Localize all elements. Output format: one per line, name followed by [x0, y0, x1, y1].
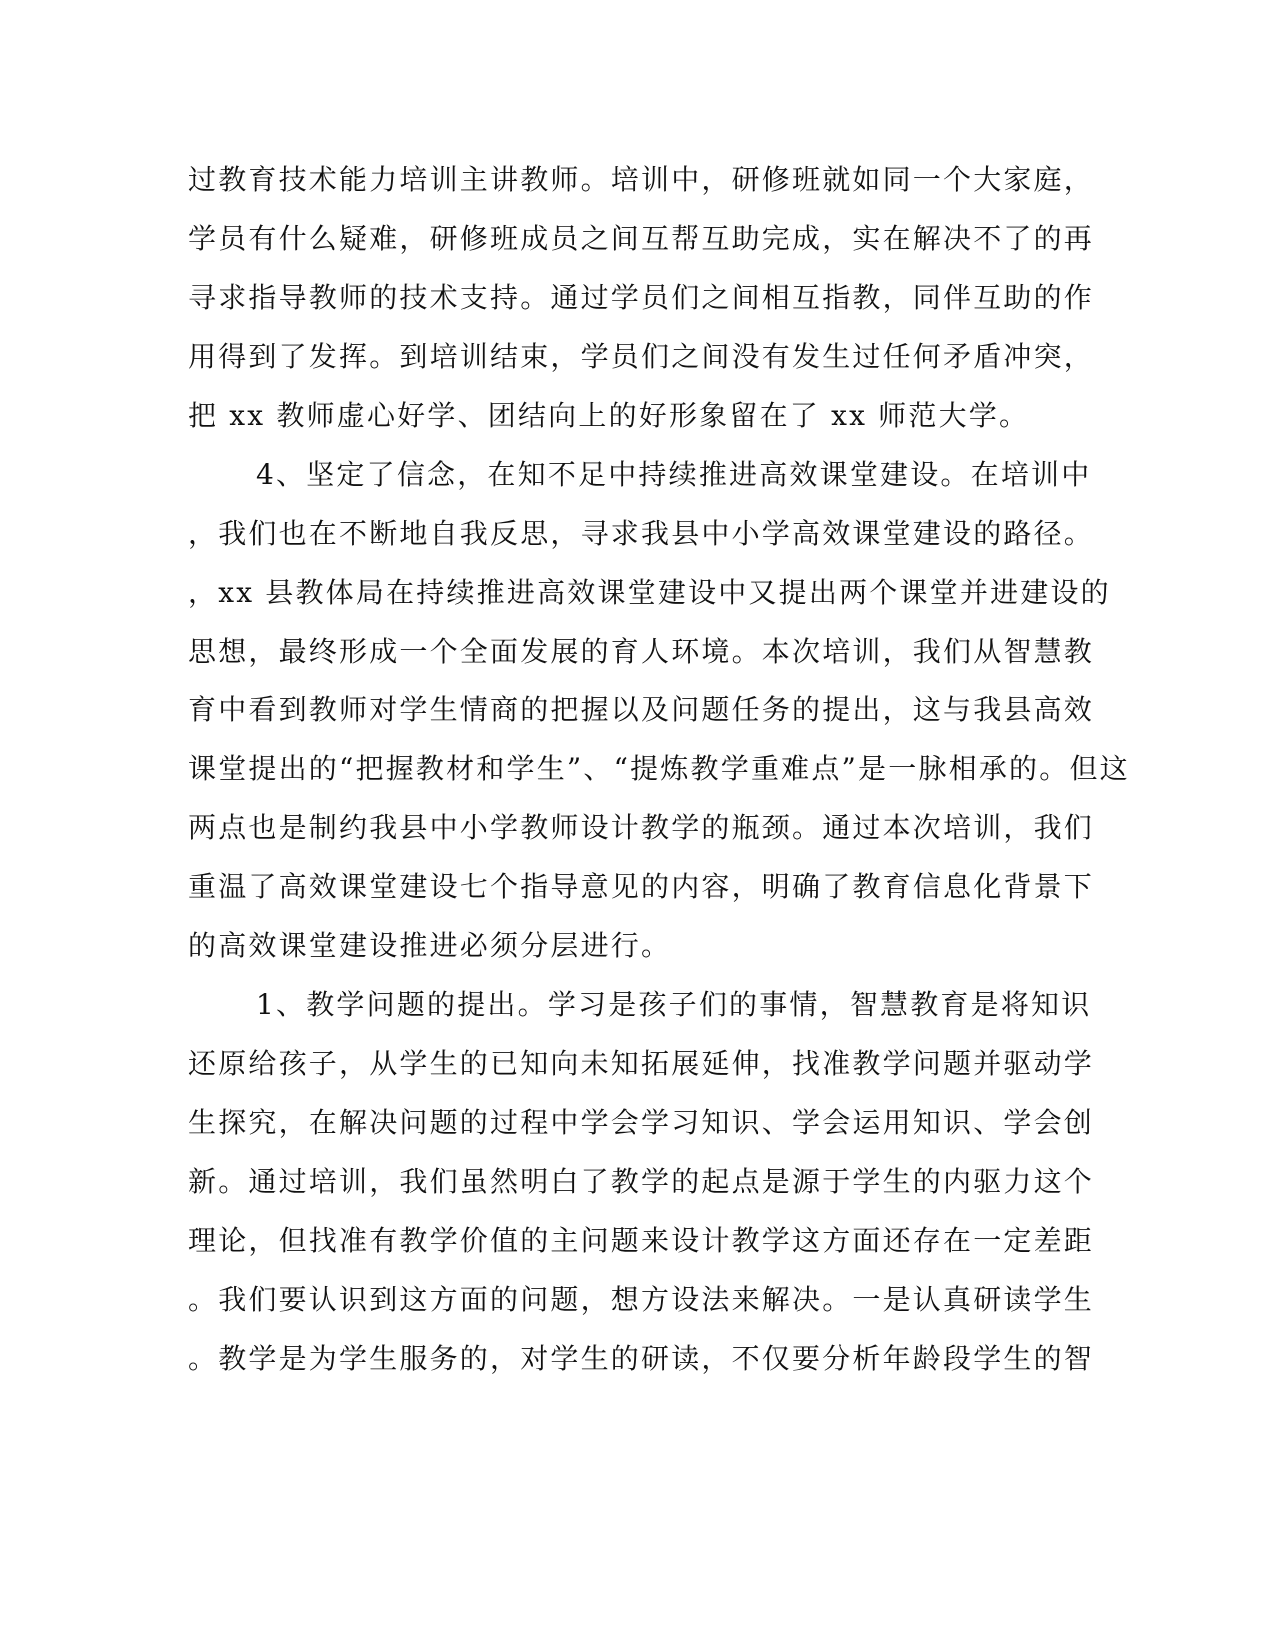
text-line: 思想，最终形成一个全面发展的育人环境。本次培训，我们从智慧教 [188, 635, 1095, 668]
text-line: 的高效课堂建设推进必须分层进行。 [188, 929, 672, 962]
text-line: 生探究，在解决问题的过程中学会学习知识、学会运用知识、学会创 [188, 1106, 1095, 1139]
text-line: ，我们也在不断地自我反思，寻求我县中小学高效课堂建设的路径。 [188, 517, 1095, 550]
text-line: 用得到了发挥。到培训结束，学员们之间没有发生过任何矛盾冲突， [188, 340, 1095, 373]
text-line: 过教育技术能力培训主讲教师。培训中，研修班就如同一个大家庭， [188, 163, 1095, 196]
text-line: 。我们要认识到这方面的问题，想方设法来解决。一是认真研读学生 [188, 1283, 1095, 1316]
text-line: 。教学是为学生服务的，对学生的研读，不仅要分析年龄段学生的智 [188, 1342, 1095, 1375]
text-line: 课堂提出的“把握教材和学生”、“提炼教学重难点”是一脉相承的。但这 [188, 752, 1130, 785]
text-line: 重温了高效课堂建设七个指导意见的内容，明确了教育信息化背景下 [188, 870, 1095, 903]
text-line: 理论，但找准有教学价值的主问题来设计教学这方面还存在一定差距 [188, 1224, 1095, 1257]
text-line: 新。通过培训，我们虽然明白了教学的起点是源于学生的内驱力这个 [188, 1165, 1095, 1198]
text-line: 寻求指导教师的技术支持。通过学员们之间相互指教，同伴互助的作 [188, 281, 1095, 314]
text-line: 两点也是制约我县中小学教师设计教学的瓶颈。通过本次培训，我们 [188, 811, 1095, 844]
text-line: 育中看到教师对学生情商的把握以及问题任务的提出，这与我县高效 [188, 693, 1095, 726]
paragraph-start-line: 1、教学问题的提出。学习是孩子们的事情，智慧教育是将知识 [256, 988, 1092, 1021]
text-line: 学员有什么疑难，研修班成员之间互帮互助完成，实在解决不了的再 [188, 222, 1095, 255]
text-line: 把 xx 教师虚心好学、团结向上的好形象留在了 xx 师范大学。 [188, 399, 1030, 432]
text-line: 还原给孩子，从学生的已知向未知拓展延伸，找准教学问题并驱动学 [188, 1047, 1095, 1080]
paragraph-start-line: 4、坚定了信念，在知不足中持续推进高效课堂建设。在培训中 [256, 458, 1092, 491]
text-line: ，xx 县教体局在持续推进高效课堂建设中又提出两个课堂并进建设的 [188, 576, 1111, 609]
